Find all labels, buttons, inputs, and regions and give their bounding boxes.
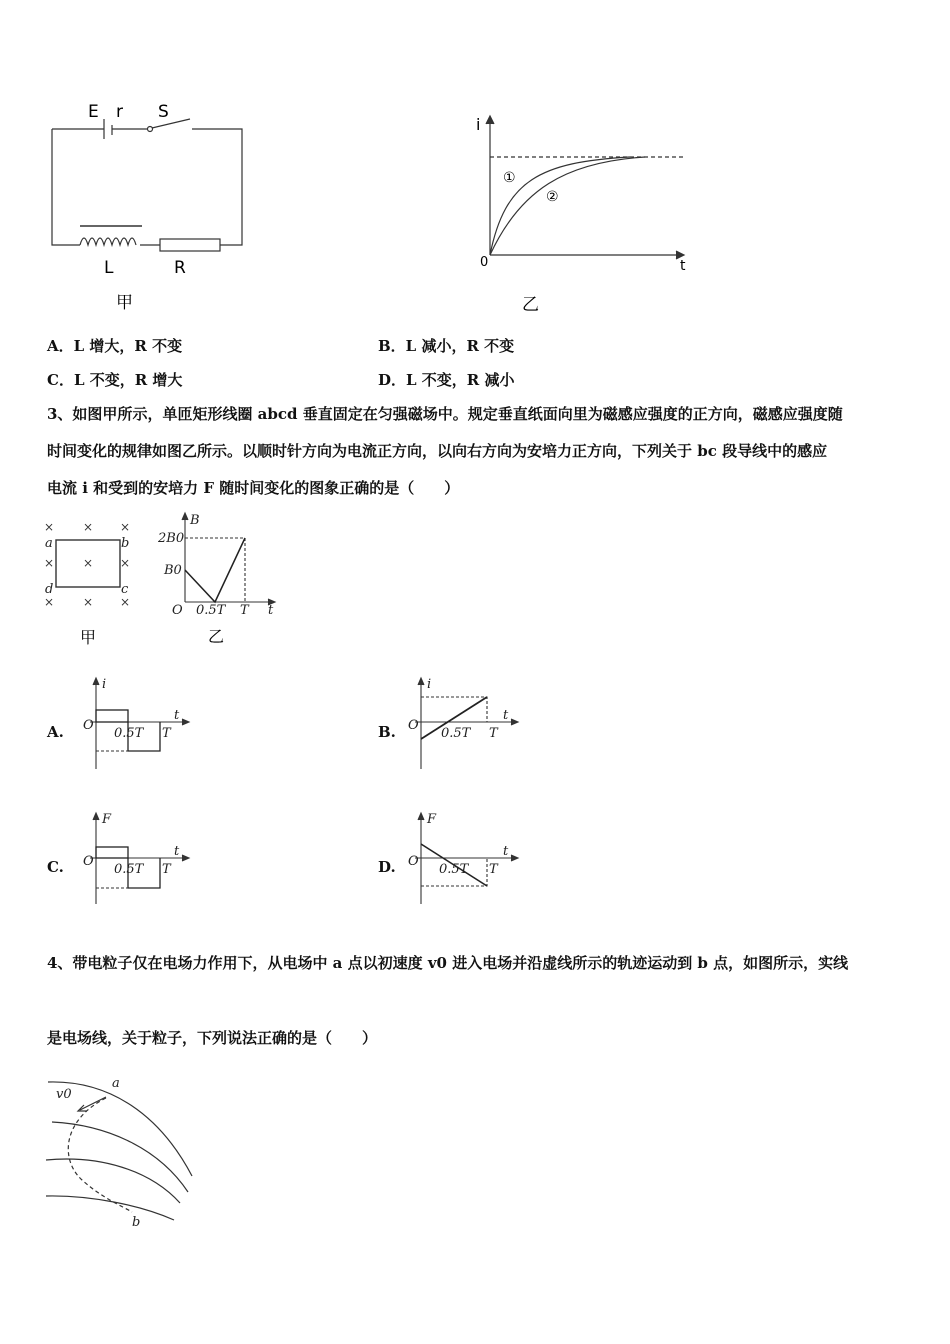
tick-T: T bbox=[162, 726, 171, 741]
circuit-wire bbox=[52, 129, 242, 245]
origin-label: 0 bbox=[480, 255, 489, 270]
resistor bbox=[160, 239, 220, 251]
caption-jia: 甲 bbox=[80, 628, 97, 647]
tick-B0: B0 bbox=[164, 563, 182, 578]
q3-option-c-graph[interactable] bbox=[80, 810, 195, 910]
inductor-coil bbox=[80, 238, 136, 245]
q3-option-b-letter[interactable]: B. bbox=[378, 723, 396, 741]
cross-mark: × bbox=[120, 520, 131, 534]
corner-c: c bbox=[121, 582, 129, 597]
axis-label-t: t bbox=[680, 258, 686, 274]
corner-b: b bbox=[121, 536, 130, 551]
curve-2-label: ② bbox=[546, 189, 559, 205]
coil-figure-jia bbox=[40, 515, 150, 650]
field-line bbox=[52, 1122, 188, 1192]
point-b: b bbox=[132, 1215, 141, 1230]
cross-mark: × bbox=[83, 520, 94, 534]
tick-half-T: 0.5T bbox=[441, 726, 471, 741]
label-R: R bbox=[174, 258, 186, 278]
axis-label-t: t bbox=[503, 708, 509, 723]
q3-option-d-letter[interactable]: D. bbox=[378, 858, 396, 876]
q2-option-a[interactable]: A．L 增大，R 不变 bbox=[47, 337, 183, 355]
origin-O: O bbox=[83, 854, 94, 869]
q3-option-c-letter[interactable]: C. bbox=[47, 858, 64, 876]
q4-stem-line2: 是电场线，关于粒子，下列说法正确的是（ ） bbox=[47, 1029, 378, 1047]
tick-half-T: 0.5T bbox=[439, 862, 469, 877]
cross-mark: × bbox=[44, 556, 55, 570]
axis-label-t: t bbox=[174, 708, 180, 723]
tick-2B0: 2B0 bbox=[158, 531, 185, 546]
q3-option-b-graph[interactable] bbox=[405, 675, 525, 775]
caption-jia: 甲 bbox=[116, 293, 133, 313]
q3-option-d-graph[interactable] bbox=[405, 810, 525, 910]
q3-option-a-letter[interactable]: A. bbox=[47, 723, 64, 741]
curve-1-label: ① bbox=[503, 170, 516, 186]
cross-mark: × bbox=[83, 556, 94, 570]
axis-label-B: B bbox=[190, 513, 200, 528]
axis-label: F bbox=[427, 812, 437, 827]
axis-label: F bbox=[102, 812, 112, 827]
q3-option-a-graph[interactable] bbox=[80, 675, 195, 775]
q2-option-b[interactable]: B．L 减小，R 不变 bbox=[378, 337, 515, 355]
label-S: S bbox=[158, 102, 169, 122]
caption-yi: 乙 bbox=[522, 295, 539, 315]
corner-a: a bbox=[45, 536, 53, 551]
tick-half-T: 0.5T bbox=[114, 862, 144, 877]
trajectory bbox=[68, 1098, 132, 1212]
q2-option-d[interactable]: D．L 不变，R 减小 bbox=[378, 371, 515, 389]
corner-d: d bbox=[45, 582, 54, 597]
cross-mark: × bbox=[83, 595, 94, 609]
circuit-figure-jia bbox=[40, 95, 255, 315]
cross-mark: × bbox=[44, 520, 55, 534]
cross-mark: × bbox=[120, 556, 131, 570]
axis-label: i bbox=[427, 677, 432, 692]
axis-label-i: i bbox=[476, 115, 481, 134]
origin-O: O bbox=[408, 854, 419, 869]
axis-label: i bbox=[102, 677, 107, 692]
point-a: a bbox=[112, 1076, 120, 1091]
q3-stem-line1: 3、如图甲所示，单匝矩形线圈 abcd 垂直固定在匀强磁场中。规定垂直纸面向里为磁感应强度的正方向，磁感应强度随 bbox=[47, 405, 843, 423]
cross-mark: × bbox=[120, 595, 131, 609]
label-v0: v0 bbox=[56, 1087, 72, 1102]
axis-label-t: t bbox=[268, 603, 274, 618]
origin-O: O bbox=[172, 603, 183, 618]
current-graph-yi bbox=[470, 110, 700, 320]
axis-label-t: t bbox=[503, 844, 509, 859]
q4-stem-line1: 4、带电粒子仅在电场力作用下，从电场中 a 点以初速度 v0 进入电场并沿虚线所示的轨迹运动到 b 点，如图所示，实线 bbox=[47, 954, 849, 972]
b-t-graph-yi bbox=[150, 510, 285, 650]
caption-yi: 乙 bbox=[208, 627, 225, 646]
tick-T: T bbox=[489, 726, 498, 741]
tick-T: T bbox=[240, 603, 249, 618]
label-r: r bbox=[116, 102, 123, 122]
axis-label-t: t bbox=[174, 844, 180, 859]
tick-half-T: 0.5T bbox=[196, 603, 226, 618]
q3-stem-line2: 时间变化的规律如图乙所示。以顺时针方向为电流正方向，以向右方向为安培力正方向，下列关于 bc 段导线中的感应 bbox=[47, 442, 828, 460]
q2-option-c[interactable]: C．L 不变，R 增大 bbox=[47, 371, 183, 389]
tick-T: T bbox=[489, 862, 498, 877]
tick-half-T: 0.5T bbox=[114, 726, 144, 741]
label-L: L bbox=[104, 258, 114, 278]
cross-mark: × bbox=[44, 595, 55, 609]
origin-O: O bbox=[83, 718, 94, 733]
tick-T: T bbox=[162, 862, 171, 877]
electric-field-figure bbox=[40, 1070, 210, 1230]
q3-stem-line3: 电流 i 和受到的安培力 F 随时间变化的图象正确的是（ ） bbox=[47, 479, 460, 497]
b-t-line bbox=[185, 538, 245, 602]
velocity-arrow bbox=[80, 1097, 106, 1110]
label-E: E bbox=[88, 102, 99, 122]
origin-O: O bbox=[408, 718, 419, 733]
